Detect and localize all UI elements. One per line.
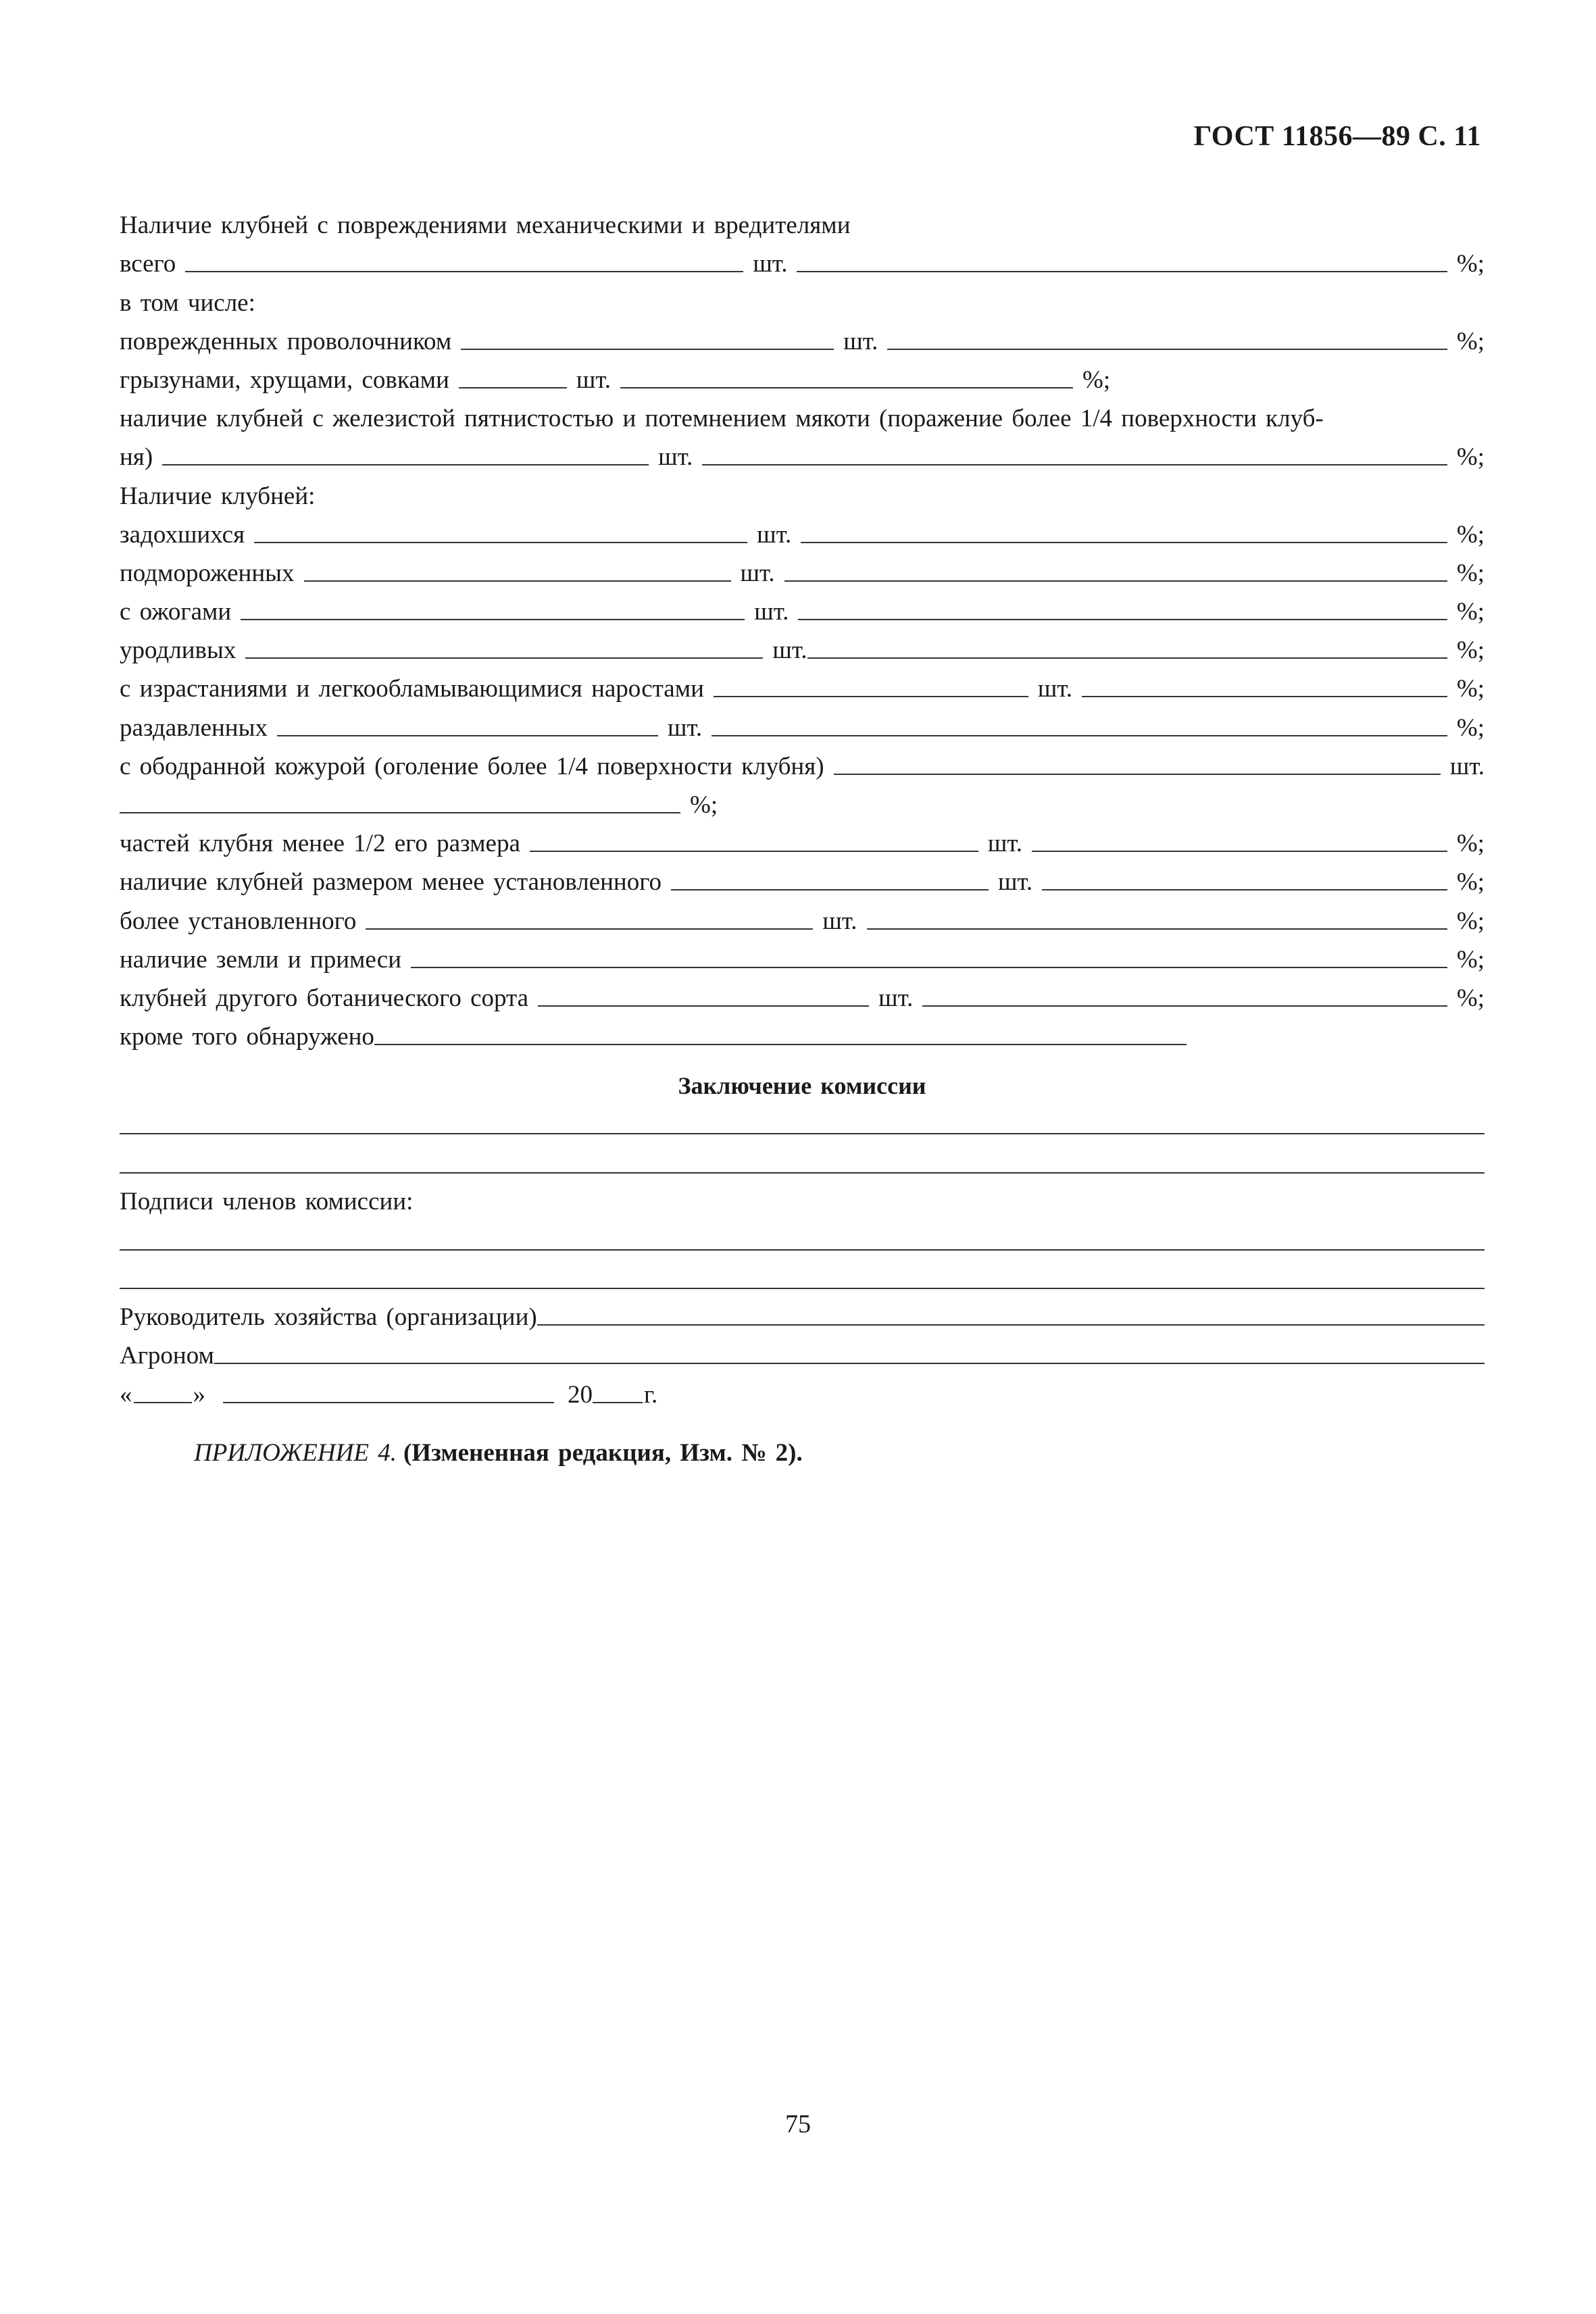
- form-body: [120, 201, 1485, 1467]
- agronom-signature-blank[interactable]: [214, 1363, 1485, 1364]
- other-variety-count-blank[interactable]: [538, 1005, 869, 1007]
- undersize-label: наличие клубней размером менее установленного: [120, 868, 662, 897]
- line-head: [120, 1293, 1485, 1332]
- parts-percent-blank[interactable]: [1032, 851, 1447, 852]
- appendix-note: [120, 1409, 1485, 1467]
- soil-label: наличие земли и примеси: [120, 945, 401, 974]
- wireworm-label: поврежденных проволочником: [120, 327, 452, 355]
- total-percent-blank[interactable]: [797, 271, 1447, 272]
- parts-label: частей клубня менее 1/2 его размера: [120, 830, 520, 858]
- oversize-percent-blank[interactable]: [867, 928, 1447, 930]
- presence-heading-text: Наличие клубней:: [120, 482, 316, 510]
- conclusion-line-1: [120, 1100, 1485, 1138]
- also-found-blank[interactable]: [374, 1044, 1187, 1045]
- line-undersize: [120, 858, 1485, 897]
- unit-pieces: шт.: [878, 984, 914, 1012]
- conclusion-title-row: [120, 1051, 1485, 1100]
- suffocated-label: задохшихся: [120, 520, 245, 549]
- signature-line-1: [120, 1216, 1485, 1255]
- unit-percent: %;: [1456, 520, 1485, 549]
- deformed-count-blank[interactable]: [245, 657, 763, 659]
- damage-heading-text: Наличие клубней с повреждениями механическими и вредителями: [120, 211, 851, 240]
- agronom-label: Агроном: [120, 1342, 214, 1370]
- deformed-label: уродливых: [120, 636, 236, 665]
- soil-percent-blank[interactable]: [411, 967, 1447, 968]
- peeled-count-blank[interactable]: [834, 774, 1441, 775]
- frostbitten-label: подмороженных: [120, 559, 295, 587]
- day-blank[interactable]: [134, 1402, 192, 1403]
- unit-pieces: шт.: [658, 443, 693, 472]
- wireworm-percent-blank[interactable]: [887, 349, 1447, 350]
- line-rodents: [120, 356, 1485, 395]
- line-agronom: [120, 1332, 1485, 1370]
- line-also-found: [120, 1013, 1485, 1051]
- frostbitten-percent-blank[interactable]: [784, 580, 1447, 582]
- crushed-percent-blank[interactable]: [712, 735, 1447, 736]
- undersize-count-blank[interactable]: [671, 889, 989, 890]
- undersize-percent-blank[interactable]: [1042, 889, 1447, 890]
- unit-pieces: шт.: [997, 868, 1033, 897]
- line-burns: [120, 588, 1485, 626]
- frostbitten-count-blank[interactable]: [304, 580, 731, 582]
- unit-pieces: шт.: [822, 907, 857, 935]
- page-number: 75: [785, 2110, 811, 2138]
- line-spotting-cont: [120, 433, 1485, 472]
- also-found-label: кроме того обнаружено: [120, 1023, 374, 1051]
- unit-percent: %;: [1456, 443, 1485, 472]
- spotting-count-blank[interactable]: [162, 464, 649, 466]
- conclusion-line-2: [120, 1138, 1485, 1177]
- peeled-label: с ободранной кожурой (оголение более 1/4 поверхности клубня): [120, 752, 824, 780]
- suffocated-count-blank[interactable]: [254, 542, 747, 543]
- other-variety-percent-blank[interactable]: [922, 1005, 1447, 1007]
- unit-percent: %;: [1456, 984, 1485, 1012]
- unit-pieces: шт.: [740, 559, 775, 587]
- line-soil: [120, 936, 1485, 974]
- burns-percent-blank[interactable]: [798, 619, 1447, 620]
- line-oversize: [120, 897, 1485, 935]
- rodents-count-blank[interactable]: [459, 387, 567, 388]
- appendix-note-revision: (Измененная редакция, Изм. № 2).: [403, 1438, 803, 1467]
- burns-count-blank[interactable]: [241, 619, 745, 620]
- total-count-blank[interactable]: [185, 271, 743, 272]
- line-wireworm: [120, 318, 1485, 356]
- unit-pieces: шт.: [1449, 752, 1485, 780]
- head-signature-blank[interactable]: [537, 1324, 1485, 1326]
- including-label: в том числе:: [120, 288, 255, 317]
- unit-percent: %;: [690, 791, 718, 819]
- oversize-label: более установленного: [120, 907, 357, 935]
- unit-pieces: шт.: [1037, 675, 1073, 703]
- unit-pieces: шт.: [667, 713, 703, 742]
- parts-count-blank[interactable]: [530, 851, 978, 852]
- crushed-label: раздавленных: [120, 713, 268, 742]
- line-spotting: [120, 395, 1485, 433]
- line-damage-heading: [120, 201, 1485, 240]
- signature-blank-1[interactable]: [120, 1249, 1485, 1251]
- page-header: ГОСТ 11856—89 С. 11: [1193, 121, 1481, 152]
- line-deformed: [120, 626, 1485, 665]
- line-peeled-cont: [120, 781, 1485, 820]
- unit-pieces: шт.: [754, 598, 789, 626]
- unit-pieces: шт.: [757, 520, 792, 549]
- unit-percent: %;: [1456, 250, 1485, 278]
- line-presence-heading: [120, 472, 1485, 510]
- line-date: [120, 1370, 1485, 1409]
- unit-percent: %;: [1082, 366, 1111, 394]
- unit-percent: %;: [1456, 907, 1485, 935]
- unit-percent: %;: [1456, 559, 1485, 587]
- line-total: [120, 240, 1485, 278]
- unit-percent: %;: [1456, 598, 1485, 626]
- peeled-percent-blank[interactable]: [120, 812, 680, 813]
- wireworm-count-blank[interactable]: [461, 349, 834, 350]
- rodents-label: грызунами, хрущами, совками: [120, 366, 449, 394]
- line-parts: [120, 820, 1485, 858]
- line-crushed: [120, 703, 1485, 742]
- close-quote: »: [193, 1380, 205, 1409]
- unit-pieces: шт.: [772, 636, 807, 665]
- appendix-note-label: ПРИЛОЖЕНИЕ 4.: [194, 1438, 397, 1467]
- suffocated-percent-blank[interactable]: [801, 542, 1447, 543]
- spotting-text: наличие клубней с железистой пятнистостью и потемнением мякоти (поражение более 1/4 поверхности клуб-: [120, 405, 1324, 433]
- unit-percent: %;: [1456, 327, 1485, 355]
- rodents-percent-blank[interactable]: [620, 387, 1073, 388]
- line-including: [120, 278, 1485, 317]
- unit-percent: %;: [1456, 868, 1485, 897]
- conclusion-title: Заключение комиссии: [678, 1072, 926, 1100]
- signature-blank-2[interactable]: [120, 1288, 1485, 1289]
- unit-pieces: шт.: [987, 830, 1023, 858]
- other-variety-label: клубней другого ботанического сорта: [120, 984, 529, 1012]
- unit-percent: %;: [1456, 636, 1485, 665]
- head-label: Руководитель хозяйства (организации): [120, 1303, 537, 1332]
- sprouting-count-blank[interactable]: [714, 696, 1028, 697]
- year-suffix: г.: [644, 1380, 658, 1409]
- unit-pieces: шт.: [843, 327, 878, 355]
- year-prefix: 20: [568, 1380, 593, 1409]
- unit-percent: %;: [1456, 830, 1485, 858]
- month-blank[interactable]: [223, 1402, 554, 1403]
- unit-pieces: шт.: [753, 250, 788, 278]
- signatures-label: Подписи членов комиссии:: [120, 1187, 414, 1215]
- unit-percent: %;: [1456, 675, 1485, 703]
- sprouting-percent-blank[interactable]: [1082, 696, 1447, 697]
- line-other-variety: [120, 974, 1485, 1013]
- total-label: всего: [120, 250, 176, 278]
- unit-percent: %;: [1456, 713, 1485, 742]
- burns-label: с ожогами: [120, 598, 232, 626]
- line-peeled: [120, 743, 1485, 781]
- spotting-cont-label: ня): [120, 443, 153, 472]
- line-suffocated: [120, 511, 1485, 549]
- line-sprouting: [120, 665, 1485, 703]
- line-frostbitten: [120, 549, 1485, 588]
- line-signatures-label: [120, 1178, 1485, 1216]
- unit-pieces: шт.: [576, 366, 612, 394]
- unit-percent: %;: [1456, 945, 1485, 974]
- open-quote: «: [120, 1380, 132, 1409]
- crushed-count-blank[interactable]: [277, 735, 658, 736]
- conclusion-blank-2[interactable]: [120, 1172, 1485, 1174]
- signature-line-2: [120, 1255, 1485, 1293]
- year-blank[interactable]: [593, 1402, 643, 1403]
- sprouting-label: с израстаниями и легкообламывающимися наростами: [120, 675, 704, 703]
- deformed-percent-blank[interactable]: [807, 657, 1447, 659]
- spotting-percent-blank[interactable]: [702, 464, 1447, 466]
- conclusion-blank-1[interactable]: [120, 1133, 1485, 1134]
- oversize-count-blank[interactable]: [366, 928, 813, 930]
